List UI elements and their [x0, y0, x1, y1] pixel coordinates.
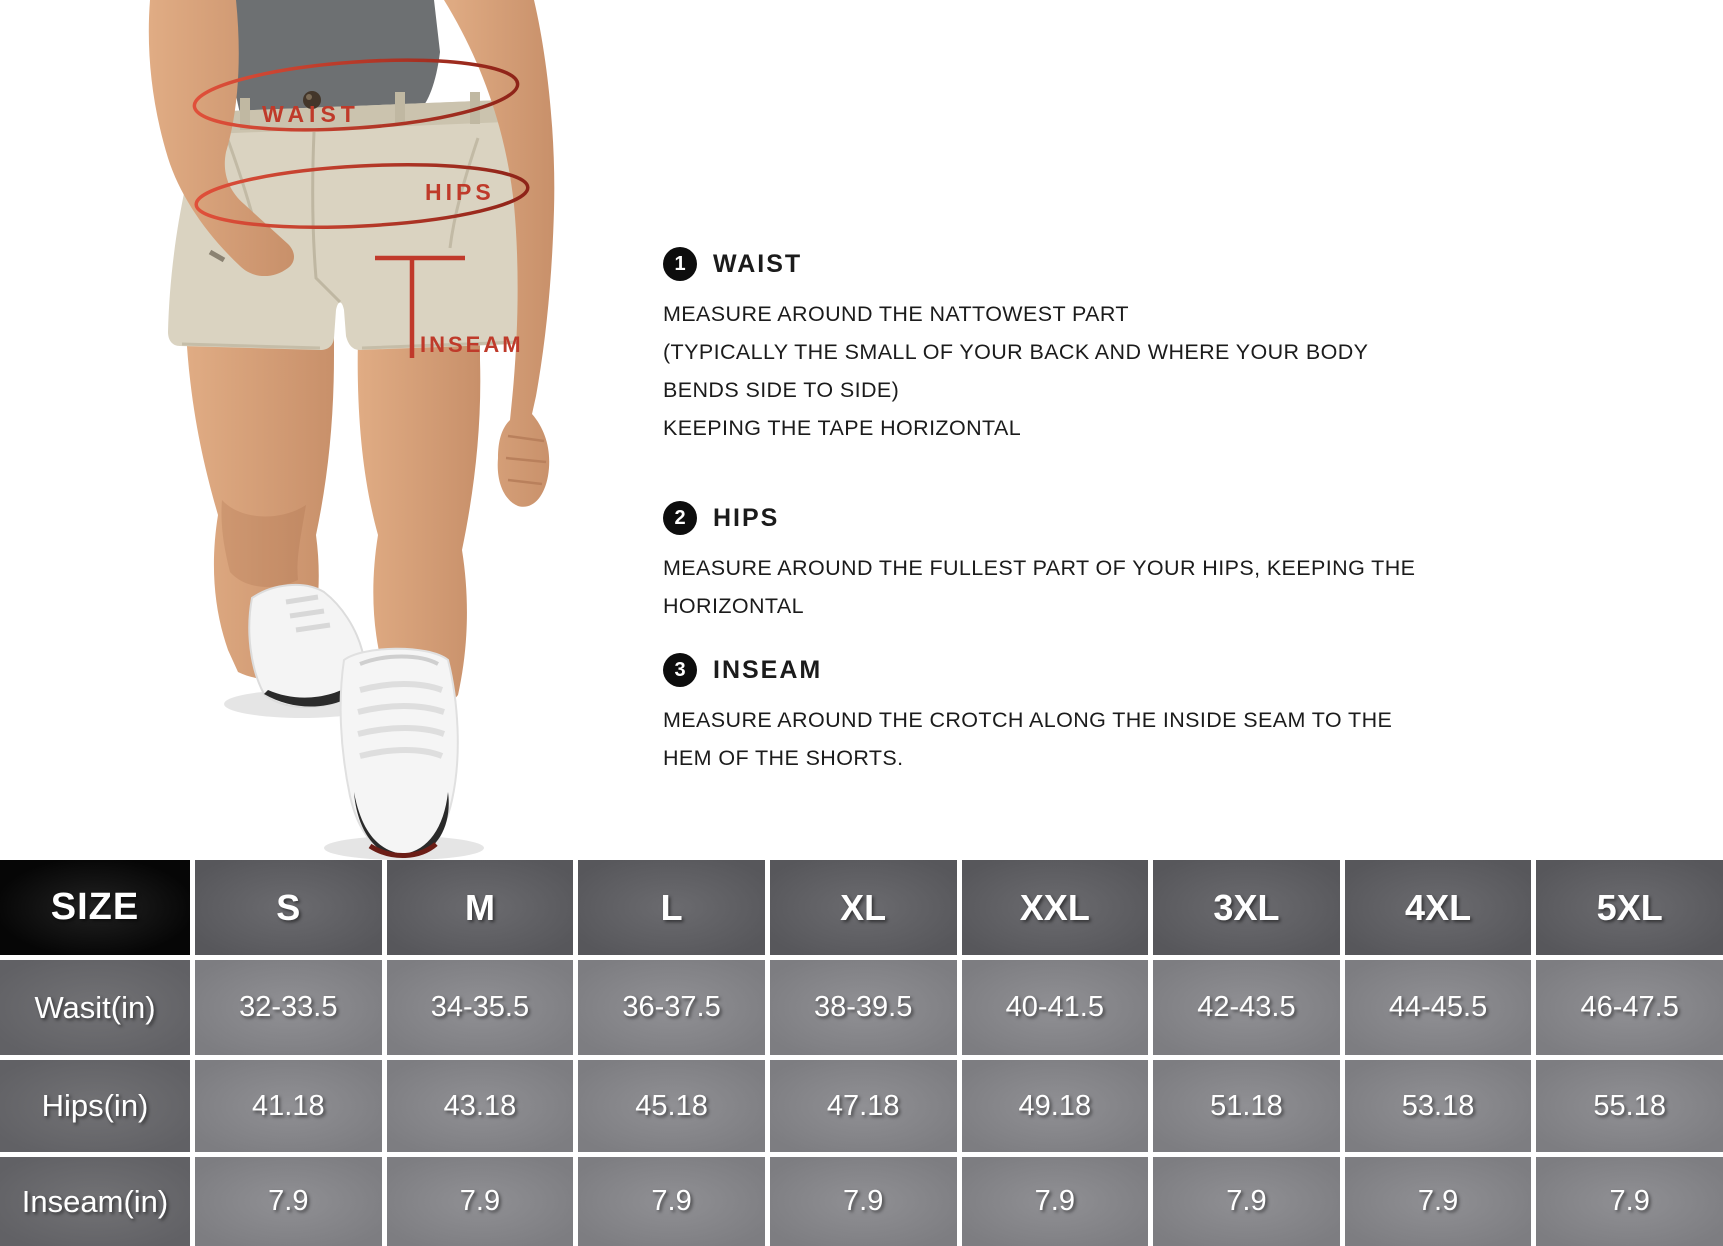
measuring-instructions — [663, 247, 1423, 777]
step-2-badge: 2 — [663, 501, 697, 535]
size-value-cell: 7.9 — [578, 1157, 765, 1246]
size-value-cell: 40-41.5 — [962, 960, 1149, 1055]
waist-section — [663, 247, 1423, 447]
size-value-cell: 45.18 — [578, 1060, 765, 1152]
size-column-header: S — [195, 860, 382, 955]
size-value-cell: 34-35.5 — [387, 960, 574, 1055]
step-1-badge: 1 — [663, 247, 697, 281]
size-value-cell: 55.18 — [1536, 1060, 1723, 1152]
size-column-header: XXL — [962, 860, 1149, 955]
hips-instruction-line: HORIZONTAL — [663, 594, 804, 618]
size-value-cell: 38-39.5 — [770, 960, 957, 1055]
waist-instruction-line: BENDS SIDE TO SIDE) — [663, 378, 900, 402]
waist-button-highlight — [306, 94, 312, 100]
size-column-header: 4XL — [1345, 860, 1532, 955]
size-value-cell: 7.9 — [1153, 1157, 1340, 1246]
size-column-header: L — [578, 860, 765, 955]
hips-section-title: HIPS — [713, 503, 780, 532]
inseam-section — [663, 653, 1423, 777]
waist-instruction-line: KEEPING THE TAPE HORIZONTAL — [663, 416, 1022, 440]
inseam-annotation: INSEAM — [420, 332, 524, 357]
size-value-cell: 42-43.5 — [1153, 960, 1340, 1055]
inseam-instruction-line: HEM OF THE SHORTS. — [663, 746, 904, 770]
waist-section-title: WAIST — [713, 249, 803, 278]
row-label: Inseam(in) — [0, 1157, 190, 1246]
waist-instruction-line: MEASURE AROUND THE NATTOWEST PART — [663, 302, 1129, 326]
size-value-cell: 53.18 — [1345, 1060, 1532, 1152]
row-label: Wasit(in) — [0, 960, 190, 1055]
size-value-cell: 47.18 — [770, 1060, 957, 1152]
size-value-cell: 43.18 — [387, 1060, 574, 1152]
size-value-cell: 36-37.5 — [578, 960, 765, 1055]
size-value-cell: 46-47.5 — [1536, 960, 1723, 1055]
size-value-cell: 41.18 — [195, 1060, 382, 1152]
size-column-header: M — [387, 860, 574, 955]
belt-loop — [395, 92, 405, 124]
size-value-cell: 7.9 — [962, 1157, 1149, 1246]
waist-instruction-line: (TYPICALLY THE SMALL OF YOUR BACK AND WHERE YOUR BODY — [663, 340, 1369, 364]
size-column-header: 3XL — [1153, 860, 1340, 955]
size-value-cell: 7.9 — [1345, 1157, 1532, 1246]
size-value-cell: 49.18 — [962, 1060, 1149, 1152]
size-value-cell: 7.9 — [387, 1157, 574, 1246]
size-value-cell: 51.18 — [1153, 1060, 1340, 1152]
step-3-badge: 3 — [663, 653, 697, 687]
row-label: Hips(in) — [0, 1060, 190, 1152]
size-value-cell: 7.9 — [1536, 1157, 1723, 1246]
hips-section — [663, 501, 1423, 625]
size-value-cell: 7.9 — [770, 1157, 957, 1246]
size-value-cell: 32-33.5 — [195, 960, 382, 1055]
size-value-cell: 44-45.5 — [1345, 960, 1532, 1055]
size-table — [0, 860, 1723, 1246]
waist-annotation: WAIST — [262, 101, 360, 127]
size-column-header: XL — [770, 860, 957, 955]
inseam-section-title: INSEAM — [713, 655, 823, 684]
hips-annotation: HIPS — [425, 179, 495, 205]
size-column-header: 5XL — [1536, 860, 1723, 955]
inseam-instruction-line: MEASURE AROUND THE CROTCH ALONG THE INSIDE SEAM TO THE — [663, 708, 1393, 732]
size-value-cell: 7.9 — [195, 1157, 382, 1246]
size-corner-cell: SIZE — [0, 860, 190, 955]
hips-instruction-line: MEASURE AROUND THE FULLEST PART OF YOUR HIPS, KEEPING THE — [663, 556, 1416, 580]
